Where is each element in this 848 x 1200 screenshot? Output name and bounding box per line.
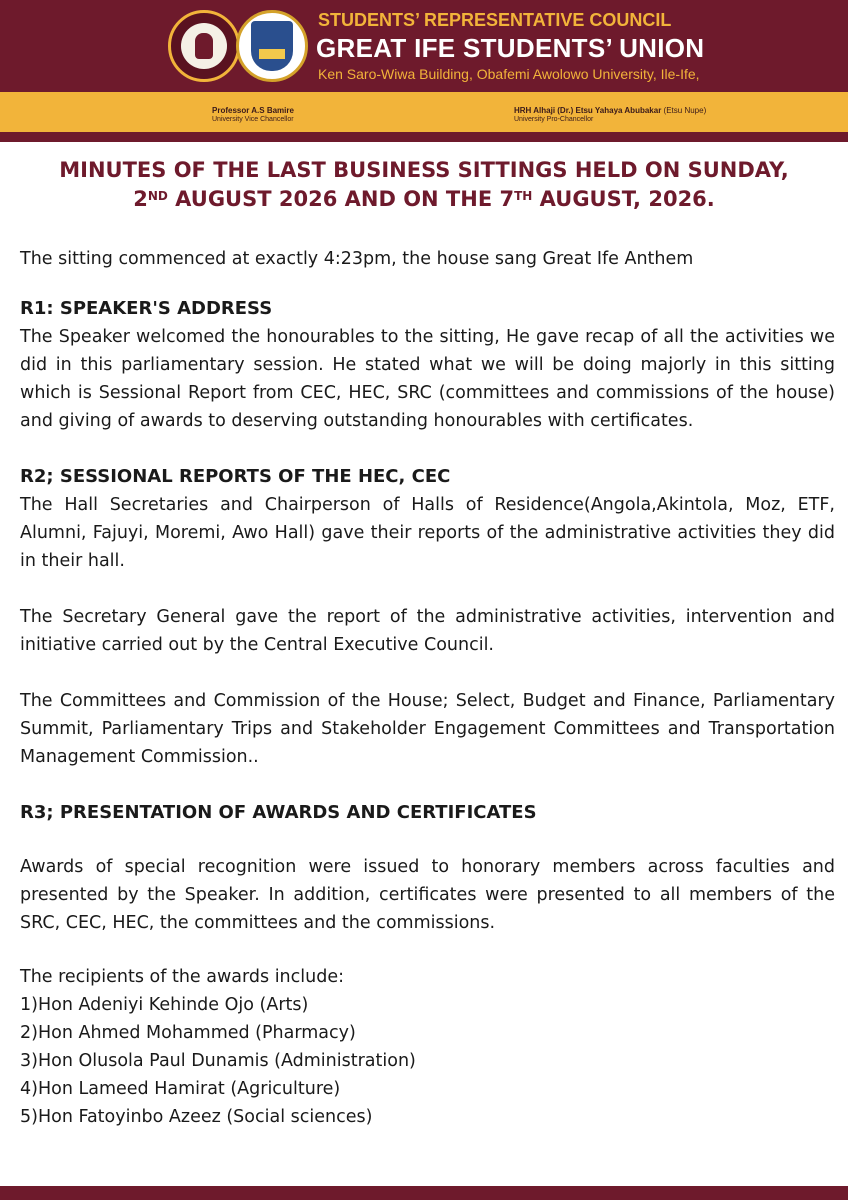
- oau-crest: [236, 10, 308, 82]
- officials-band: [0, 92, 848, 132]
- src-logo-figure: [195, 33, 213, 59]
- pro-chancellor-role: University Pro-Chancellor: [514, 116, 594, 123]
- r3-heading: R3; PRESENTATION OF AWARDS AND CERTIFICATES: [20, 802, 537, 823]
- vice-chancellor-role: University Vice Chancellor: [212, 116, 294, 123]
- union-name: GREAT IFE STUDENTS’ UNION: [316, 33, 705, 63]
- r2-para-3: The Committees and Commission of the House; Select, Budget and Finance, Parliamentary Summit, Parliamentary Trips and Stakeholder Engagement Committees and Transportation Management Commission..: [20, 691, 835, 767]
- src-logo: [168, 10, 240, 82]
- pro-chancellor-line: [514, 106, 706, 115]
- r3-para-1: Awards of special recognition were issued to honorary members across faculties and presented by the Speaker. In addition, certificates were presented to all members of the SRC, CEC, HEC, the committees and the commissions.: [20, 857, 835, 933]
- recipient-item: 4)Hon Lameed Hamirat (Agriculture): [20, 1079, 341, 1099]
- r1-body: The Speaker welcomed the honourables to the sitting, He gave recap of all the activities we did in this parliamentary session. He stated what we will be doing majorly in this sitting which is Sessional Report from CEC, HEC, SRC (committees and commissions of the house) and giving of awards to deserving outstanding honourables with certificates.: [20, 327, 835, 431]
- council-name: STUDENTS’ REPRESENTATIVE COUNCIL: [318, 10, 672, 30]
- oau-crest-shield: [251, 21, 293, 71]
- pro-chancellor-block: [514, 106, 706, 123]
- document-title: [0, 156, 848, 214]
- opening-statement: The sitting commenced at exactly 4:23pm, the house sang Great Ife Anthem: [20, 249, 694, 269]
- r2-heading: R2; SESSIONAL REPORTS OF THE HEC, CEC: [20, 466, 451, 487]
- title-mid: AUGUST 2026 AND ON THE 7: [167, 187, 515, 211]
- recipients-list: [20, 991, 835, 1131]
- union-address: Ken Saro-Wiwa Building, Obafemi Awolowo University, Ile-Ife,: [318, 66, 700, 82]
- recipient-item: 5)Hon Fatoyinbo Azeez (Social sciences): [20, 1107, 373, 1127]
- vice-chancellor-block: [212, 106, 294, 123]
- pro-chancellor-name: HRH Alhaji (Dr.) Etsu Yahaya Abubakar: [514, 106, 662, 115]
- pro-chancellor-title: (Etsu Nupe): [663, 106, 707, 115]
- title-end: AUGUST, 2026.: [532, 187, 715, 211]
- r2-para-2: The Secretary General gave the report of the administrative activities, intervention and initiative carried out by the Central Executive Council.: [20, 607, 835, 655]
- title-day: 2: [133, 187, 148, 211]
- recipients-intro: The recipients of the awards include:: [20, 967, 344, 987]
- title-day-suffix: ND: [147, 189, 168, 203]
- minutes-body: [20, 245, 835, 1131]
- recipient-item: 2)Hon Ahmed Mohammed (Pharmacy): [20, 1023, 356, 1043]
- src-logo-inner: [181, 23, 227, 69]
- r2-para-1: The Hall Secretaries and Chairperson of Halls of Residence(Angola,Akintola, Moz, ETF, Alumni, Fajuyi, Moremi, Awo Hall) gave their reports of the administrative activities they did in their hall.: [20, 495, 835, 571]
- vice-chancellor-name: Professor A.S Bamire: [212, 106, 294, 115]
- title-mid-suffix: TH: [514, 189, 533, 203]
- r1-heading: R1: SPEAKER'S ADDRESS: [20, 298, 273, 319]
- footer-band: [0, 1186, 848, 1200]
- recipient-item: 1)Hon Adeniyi Kehinde Ojo (Arts): [20, 995, 309, 1015]
- title-line-2: [0, 185, 848, 214]
- title-line-1: MINUTES OF THE LAST BUSINESS SITTINGS HELD ON SUNDAY,: [59, 158, 789, 182]
- letterhead-divider: [0, 132, 848, 142]
- recipient-item: 3)Hon Olusola Paul Dunamis (Administration): [20, 1051, 416, 1071]
- oau-crest-book: [259, 49, 285, 59]
